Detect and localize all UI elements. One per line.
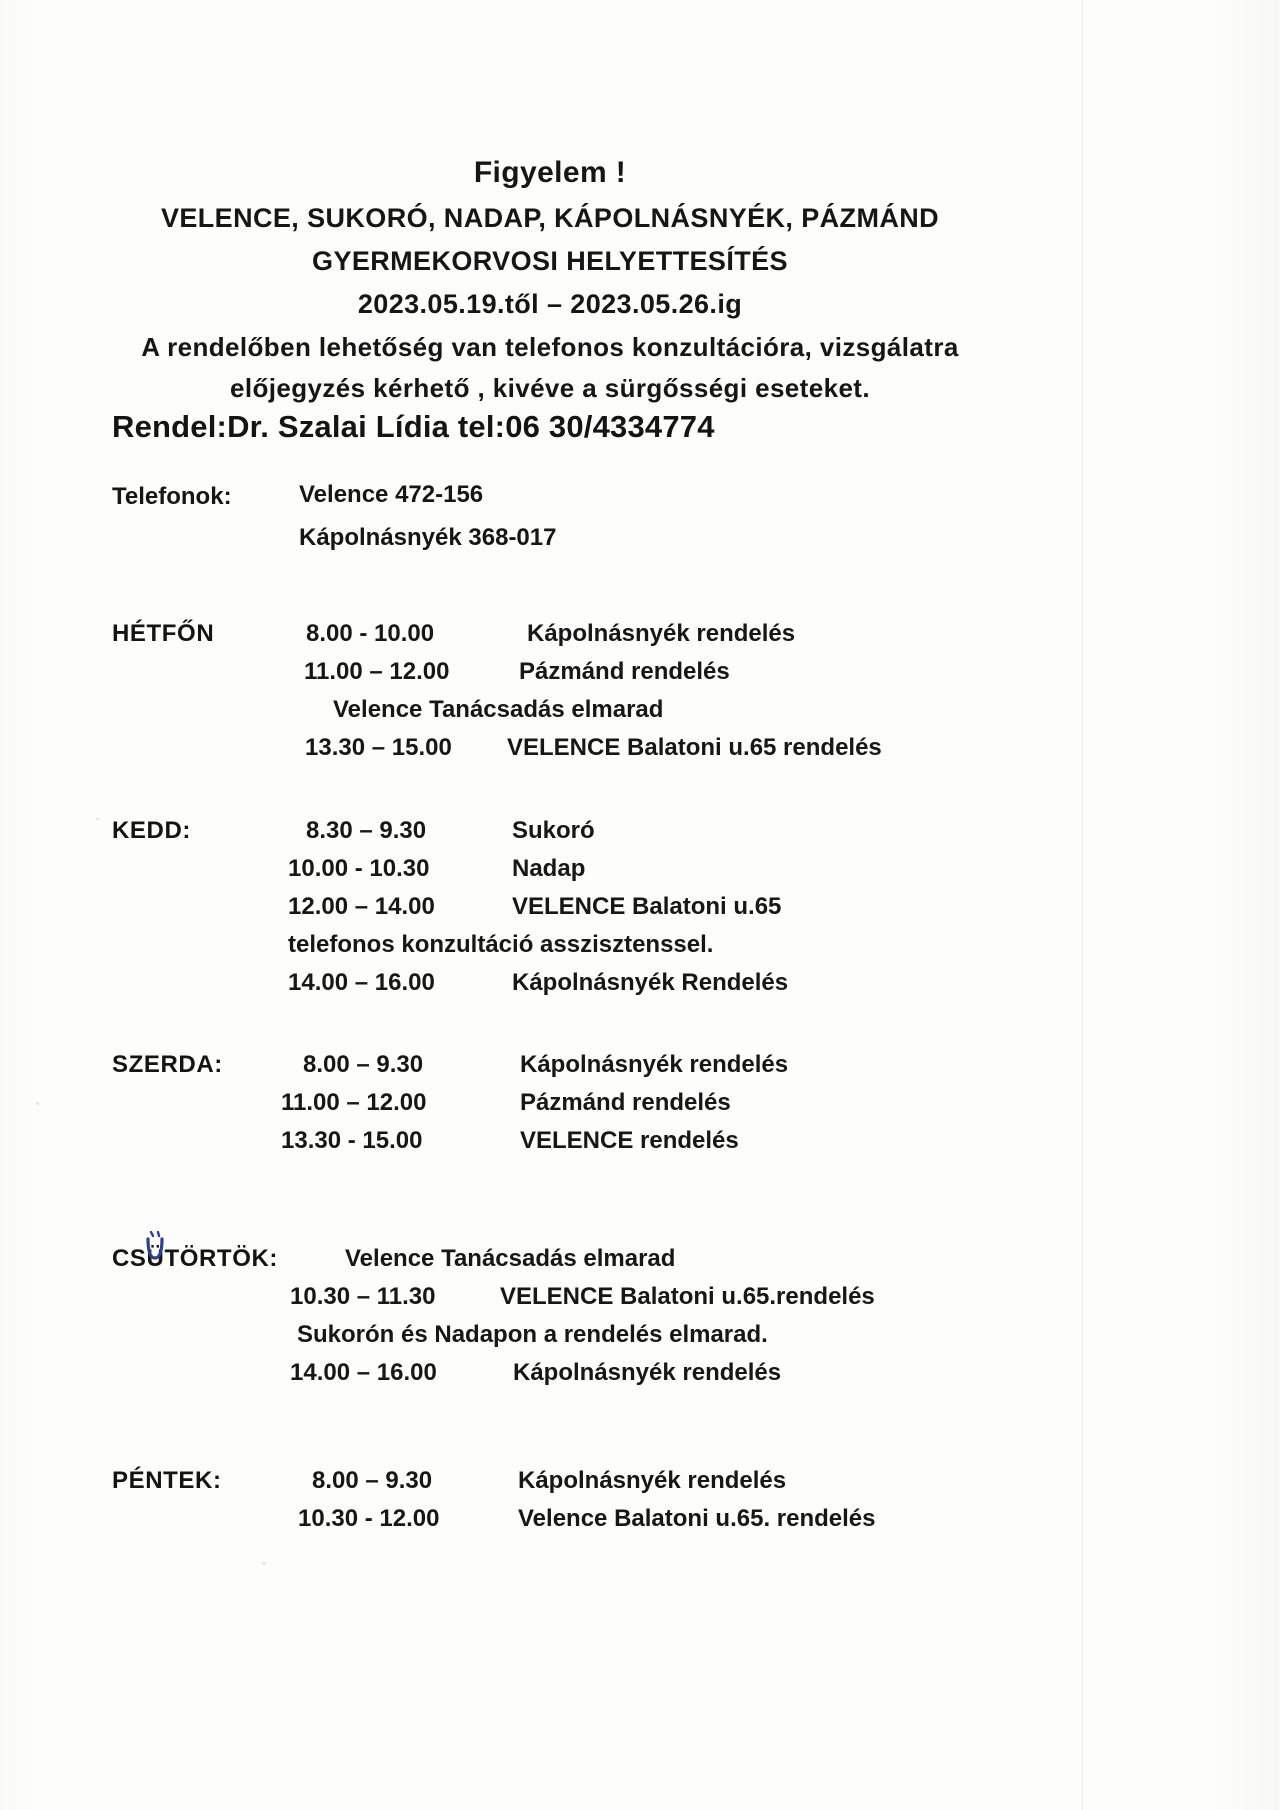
day-rows-friday [0,1467,1100,1543]
attention-heading: Figyelem ! [473,156,627,189]
schedule-row [0,1283,1100,1321]
schedule-row [0,931,1100,969]
schedule-time: 14.00 – 16.00 [288,969,435,996]
schedule-row [0,696,1100,734]
doctor-contact-line: Rendel:Dr. Szalai Lídia tel:06 30/4334774 [112,409,715,444]
schedule-time: 11.00 – 12.00 [304,658,450,685]
schedule-time: 8.00 - 10.00 [306,620,435,647]
schedule-time: 13.30 - 15.00 [281,1127,423,1154]
schedule-row [0,1505,1100,1543]
schedule-location: VELENCE Balatoni u.65.rendelés [500,1283,875,1310]
day-block-tuesday [0,817,1100,1017]
schedule-time: 8.00 – 9.30 [303,1051,424,1078]
schedule-note: Velence Tanácsadás elmarad [345,1245,676,1272]
service-heading: GYERMEKORVOSI HELYETTESÍTÉS [312,246,788,276]
schedule-location: Kápolnásnyék rendelés [520,1051,789,1078]
day-label-thursday: CSÜTÖRTÖK: [112,1245,278,1272]
schedule-note: Sukorón és Nadapon a rendelés elmarad. [297,1321,768,1348]
phone-entry: Velence 472-156 [299,481,484,508]
day-rows-monday [0,620,1100,772]
note-line-1: A rendelőben lehetőség van telefonos konzultációra, vizsgálatra [141,332,959,362]
phones-label: Telefonok: [112,483,232,510]
day-block-thursday [0,1245,1100,1433]
schedule-time: 10.30 – 11.30 [290,1283,436,1310]
schedule-row [0,658,1100,696]
schedule-row [0,1359,1100,1397]
schedule-location: Kápolnásnyék rendelés [518,1467,787,1494]
schedule-location: Pázmánd rendelés [520,1089,731,1116]
schedule-time: 13.30 – 15.00 [305,734,452,761]
schedule-row [0,1321,1100,1359]
schedule-location: Velence Balatoni u.65. rendelés [518,1505,876,1532]
schedule-row [0,893,1100,931]
schedule-location: VELENCE rendelés [520,1127,739,1154]
schedule-note: telefonos konzultáció asszisztenssel. [288,931,714,958]
day-label-friday: PÉNTEK: [112,1467,222,1494]
schedule-row [0,969,1100,1007]
schedule-row [0,817,1100,855]
schedule-row [0,855,1100,893]
notice-header [0,158,1100,401]
day-block-wednesday [0,1051,1100,1211]
schedule-location: Nadap [512,855,586,882]
schedule-time: 10.30 - 12.00 [298,1505,440,1532]
note-line-2: előjegyzés kérhető , kivéve a sürgősségi eseteket. [230,373,870,403]
schedule-location: VELENCE Balatoni u.65 rendelés [507,734,882,761]
schedule-time: 8.30 – 9.30 [306,817,427,844]
schedule-row [0,734,1100,772]
day-block-monday [0,620,1100,783]
schedule-row [0,1051,1100,1089]
date-range: 2023.05.19.től – 2023.05.26.ig [357,289,743,319]
schedule-row [0,1089,1100,1127]
day-rows-thursday [0,1245,1100,1397]
schedule-time: 12.00 – 14.00 [288,893,435,920]
schedule-time: 10.00 - 10.30 [288,855,430,882]
schedule-row [0,620,1100,658]
schedule-row [0,1467,1100,1505]
schedule-location: Pázmánd rendelés [519,658,730,685]
phone-entry: Kápolnásnyék 368-017 [299,524,557,551]
day-rows-wednesday [0,1051,1100,1165]
weekly-schedule [0,620,1100,1621]
schedule-time: 8.00 – 9.30 [312,1467,433,1494]
schedule-location: Sukoró [512,817,595,844]
schedule-location: Kápolnásnyék rendelés [513,1359,782,1386]
schedule-note: Velence Tanácsadás elmarad [333,696,664,723]
day-rows-tuesday [0,817,1100,1007]
schedule-time: 11.00 – 12.00 [281,1089,427,1116]
schedule-row [0,1245,1100,1283]
schedule-location: VELENCE Balatoni u.65 [512,893,782,920]
day-label-monday: HÉTFŐN [112,620,215,647]
day-label-tuesday: KEDD: [112,817,191,844]
schedule-row [0,1127,1100,1165]
day-label-wednesday: SZERDA: [112,1051,223,1078]
towns-heading: VELENCE, SUKORÓ, NADAP, KÁPOLNÁSNYÉK, PÁZMÁND [160,203,940,233]
schedule-location: Kápolnásnyék rendelés [527,620,796,647]
schedule-location: Kápolnásnyék Rendelés [512,969,789,996]
phones-values [299,483,556,550]
day-block-friday [0,1467,1100,1587]
schedule-time: 14.00 – 16.00 [290,1359,437,1386]
